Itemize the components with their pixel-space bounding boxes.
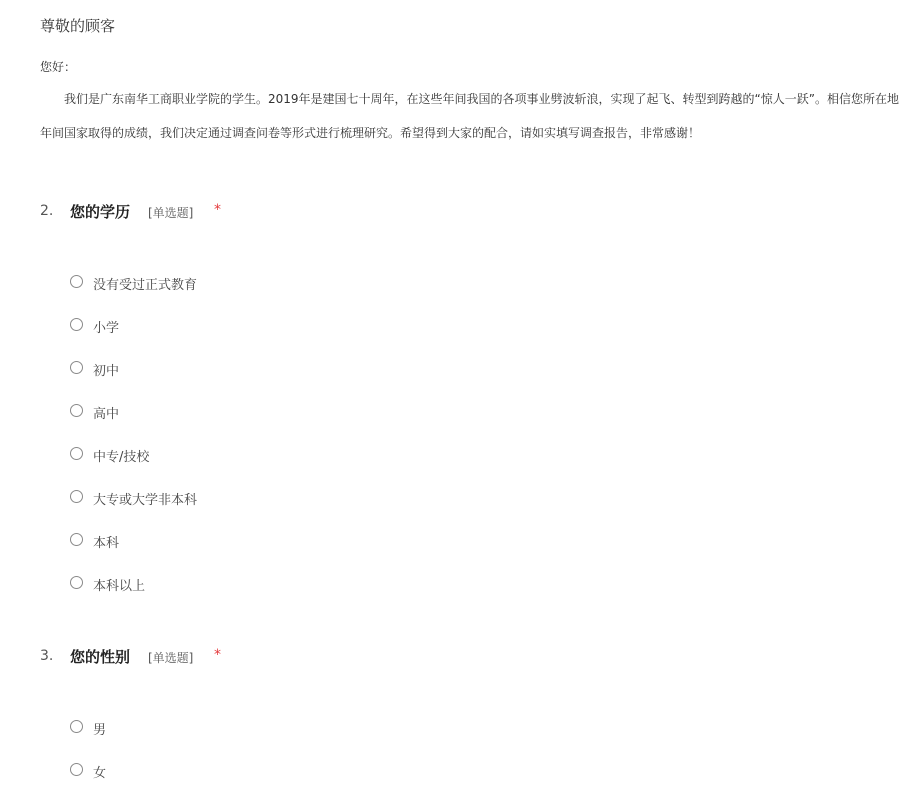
option-label: 初中 xyxy=(93,364,120,379)
question-number: 2. xyxy=(40,203,54,219)
option-label: 大专或大学非本科 xyxy=(93,493,198,508)
option-label: 男 xyxy=(93,723,107,738)
question-number: 3. xyxy=(40,648,54,664)
intro-paragraph-line-2: 年间国家取得的成绩，我们决定通过调查问卷等形式进行梳理研究。希望得到大家的配合，请如实填写调查报告，非常感谢！ xyxy=(40,126,701,140)
radio-button[interactable] xyxy=(70,318,83,331)
question-title: 您的性别 xyxy=(70,648,131,666)
question-type-label: [单选题] xyxy=(148,206,194,220)
radio-button[interactable] xyxy=(70,361,83,374)
required-marker: * xyxy=(214,647,221,663)
option-label: 没有受过正式教育 xyxy=(93,278,198,293)
option-label: 中专/技校 xyxy=(93,450,150,465)
radio-button[interactable] xyxy=(70,720,83,733)
radio-button[interactable] xyxy=(70,763,83,776)
option-label: 本科以上 xyxy=(93,579,146,594)
option-label: 本科 xyxy=(93,536,120,551)
radio-button[interactable] xyxy=(70,533,83,546)
radio-button[interactable] xyxy=(70,275,83,288)
option-label: 女 xyxy=(93,766,107,781)
radio-button[interactable] xyxy=(70,490,83,503)
required-marker: * xyxy=(214,202,221,218)
radio-button[interactable] xyxy=(70,404,83,417)
greeting-title: 尊敬的顾客 xyxy=(40,17,116,35)
radio-button[interactable] xyxy=(70,447,83,460)
question-type-label: [单选题] xyxy=(148,651,194,665)
question-title: 您的学历 xyxy=(70,203,131,221)
radio-button[interactable] xyxy=(70,576,83,589)
salutation: 您好： xyxy=(40,60,77,74)
option-label: 小学 xyxy=(93,321,120,336)
intro-paragraph-line-1: 我们是广东南华工商职业学院的学生。2019年是建国七十周年，在这些年间我国的各项事业劈波斩浪，实现了起飞、转型到跨越的“惊人一跃”。相信您所在地 xyxy=(64,92,899,106)
option-label: 高中 xyxy=(93,407,120,422)
